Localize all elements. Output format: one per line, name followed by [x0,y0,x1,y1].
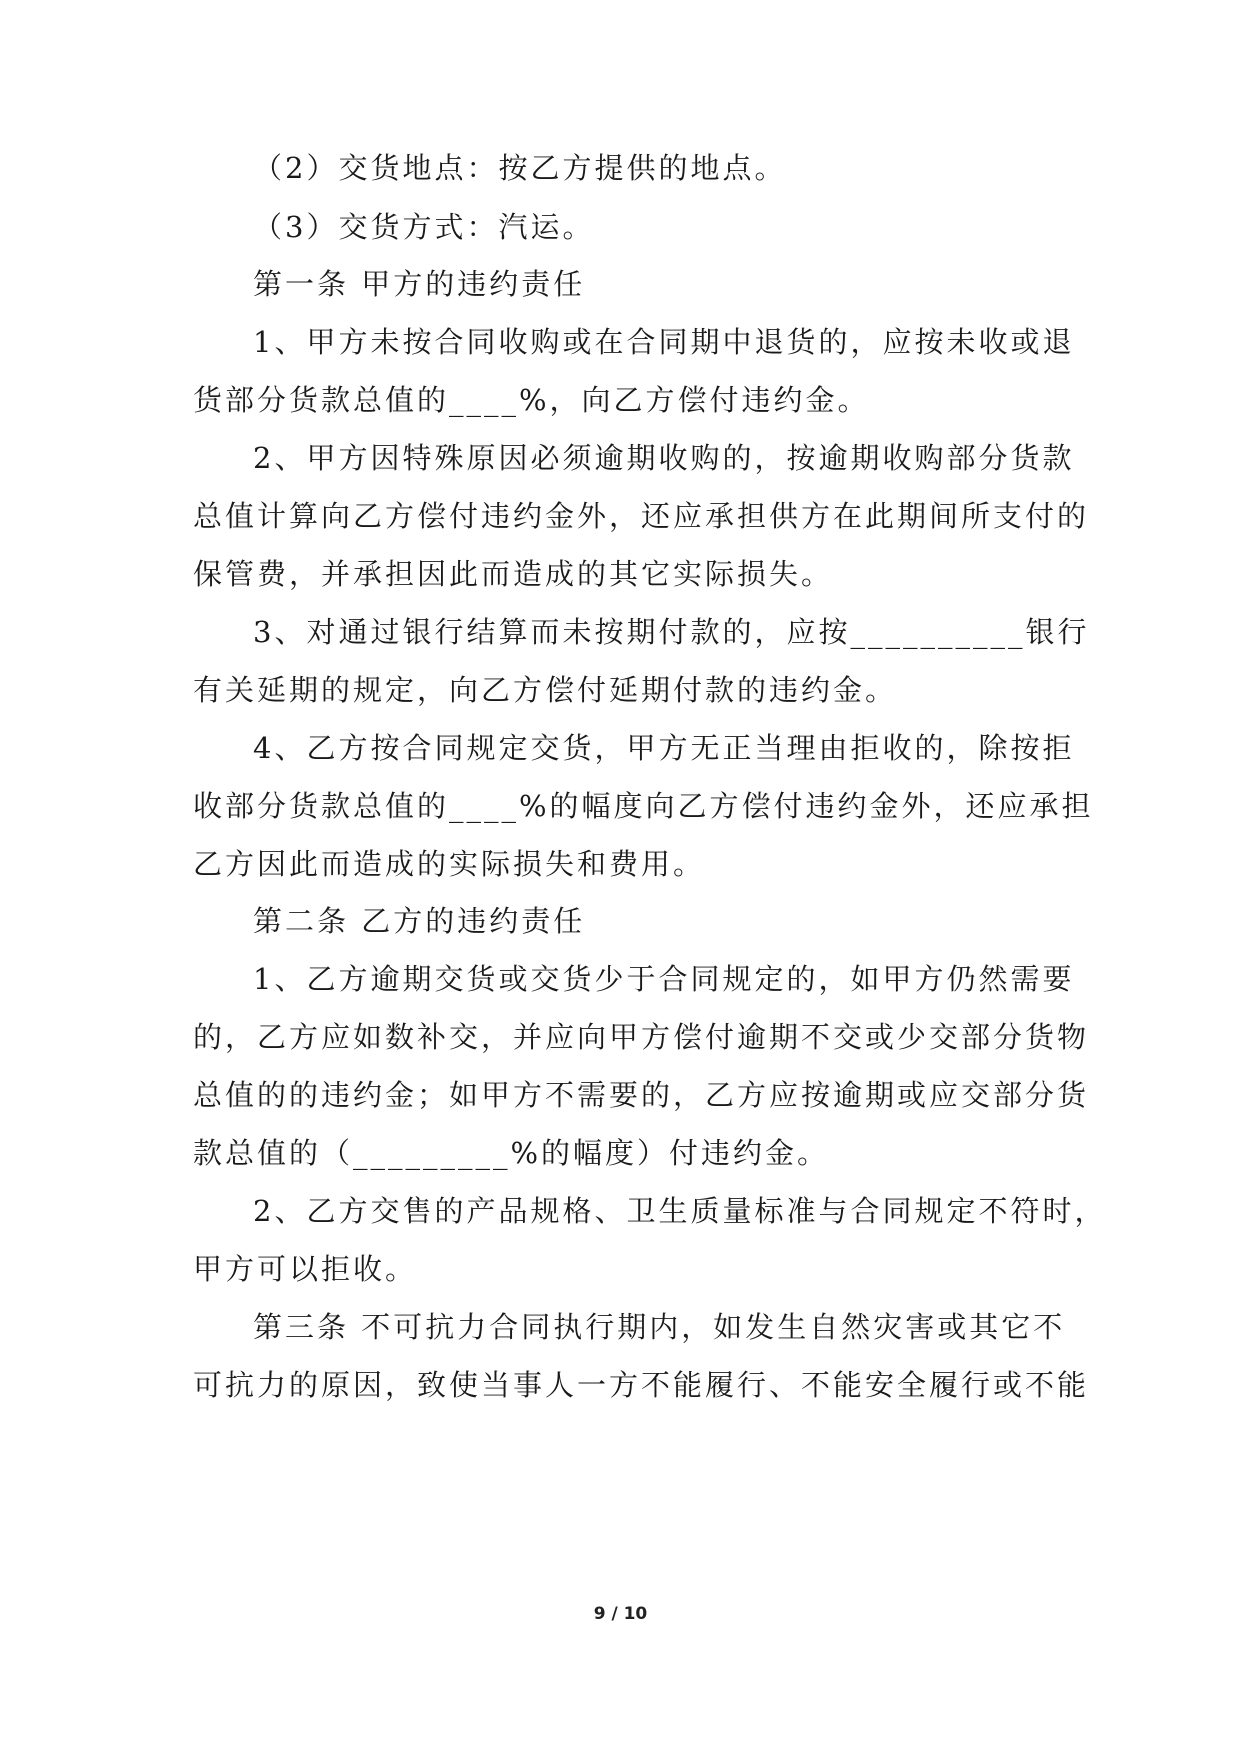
text-line: 的，乙方应如数补交，并应向甲方偿付逾期不交或少交部分货物 [193,1020,1090,1054]
text-line: 乙方因此而造成的实际损失和费用。 [193,847,706,881]
text-line: 总值计算向乙方偿付违约金外，还应承担供方在此期间所支付的 [193,499,1090,533]
text-line: 第三条 不可抗力合同执行期内，如发生自然灾害或其它不 [253,1310,1066,1344]
text-line: 货部分货款总值的____%，向乙方偿付违约金。 [193,383,870,417]
text-line: 1、乙方逾期交货或交货少于合同规定的，如甲方仍然需要 [253,962,1075,996]
text-line: （2）交货地点：按乙方提供的地点。 [253,151,787,185]
section-heading: 第一条 甲方的违约责任 [253,267,586,301]
text-line: 2、乙方交售的产品规格、卫生质量标准与合同规定不符时， [253,1194,1107,1228]
text-line: 款总值的（_________%的幅度）付违约金。 [193,1136,830,1170]
text-line: 甲方可以拒收。 [193,1252,418,1286]
text-line: 可抗力的原因，致使当事人一方不能履行、不能安全履行或不能 [193,1368,1090,1402]
text-line: 收部分货款总值的____%的幅度向乙方偿付违约金外，还应承担 [193,789,1094,823]
text-line: （3）交货方式：汽运。 [253,210,595,244]
section-heading: 第二条 乙方的违约责任 [253,904,586,938]
text-line: 1、甲方未按合同收购或在合同期中退货的，应按未收或退 [253,325,1075,359]
text-line: 2、甲方因特殊原因必须逾期收购的，按逾期收购部分货款 [253,441,1075,475]
text-line: 4、乙方按合同规定交货，甲方无正当理由拒收的，除按拒 [253,731,1075,765]
text-line: 有关延期的规定，向乙方偿付延期付款的违约金。 [193,673,898,707]
text-line: 保管费，并承担因此而造成的其它实际损失。 [193,557,834,591]
page-number: 9 / 10 [593,1604,648,1624]
text-line: 3、对通过银行结算而未按期付款的，应按__________银行 [253,615,1090,649]
text-line: 总值的的违约金；如甲方不需要的，乙方应按逾期或应交部分货 [193,1078,1090,1112]
